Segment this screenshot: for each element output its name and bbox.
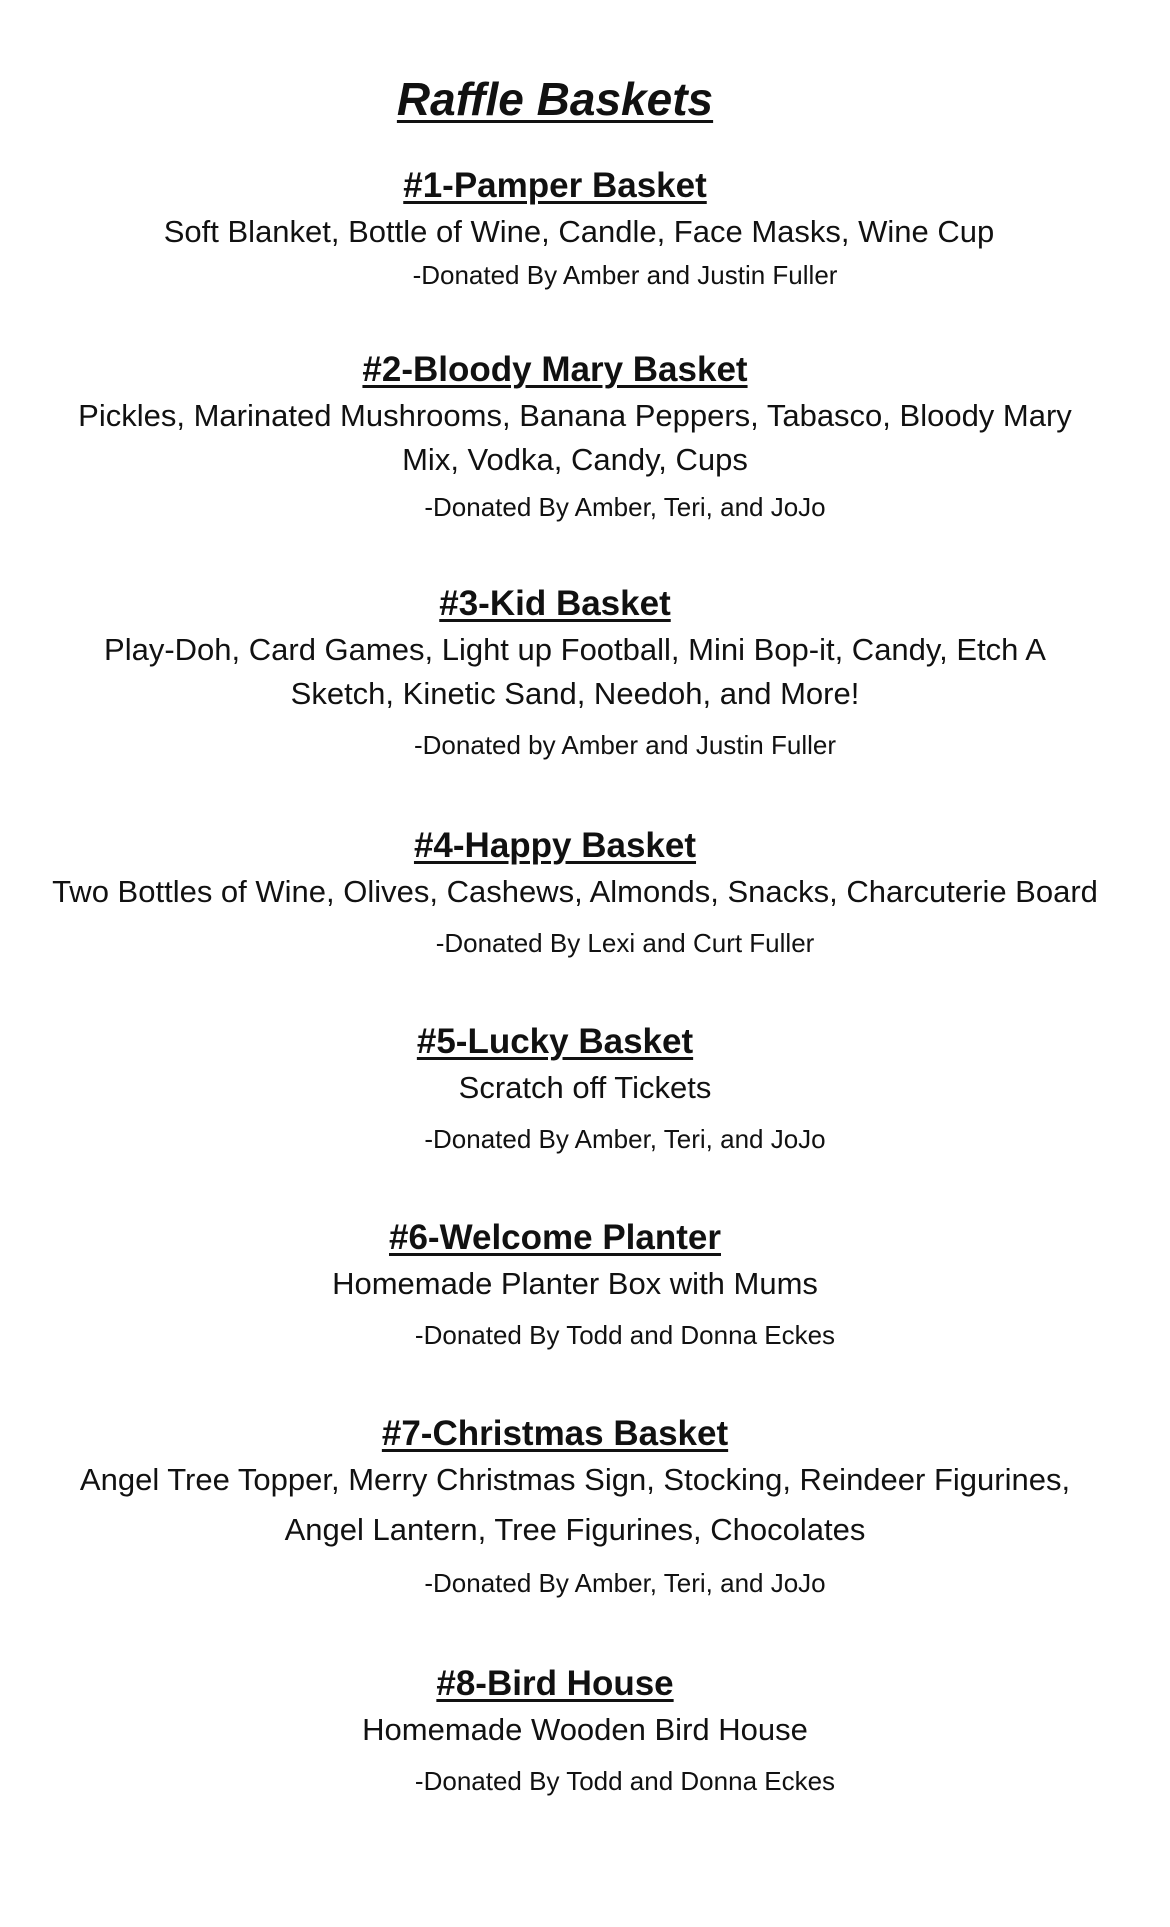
basket-7-items-line-2: Angel Lantern, Tree Figurines, Chocolates xyxy=(284,1512,866,1547)
basket-6-heading: #6-Welcome Planter xyxy=(389,1218,721,1257)
basket-3-heading: #3-Kid Basket xyxy=(439,584,671,623)
basket-7-heading: #7-Christmas Basket xyxy=(381,1414,729,1453)
basket-4-items: Two Bottles of Wine, Olives, Cashews, Almonds, Snacks, Charcuterie Board xyxy=(52,874,1098,909)
basket-2-heading: #2-Bloody Mary Basket xyxy=(362,350,748,389)
page-title: Raffle Baskets xyxy=(396,73,714,125)
basket-8-donor: -Donated By Todd and Donna Eckes xyxy=(414,1766,836,1796)
basket-7-donor: -Donated By Amber, Teri, and JoJo xyxy=(424,1568,826,1598)
basket-4-heading: #4-Happy Basket xyxy=(413,826,697,865)
basket-6-items: Homemade Planter Box with Mums xyxy=(332,1266,818,1301)
basket-2-items-line-2: Mix, Vodka, Candy, Cups xyxy=(402,442,748,477)
basket-5-items: Scratch off Tickets xyxy=(458,1070,712,1105)
basket-3-donor: -Donated by Amber and Justin Fuller xyxy=(414,730,836,760)
basket-2-items-line-1: Pickles, Marinated Mushrooms, Banana Peppers, Tabasco, Bloody Mary xyxy=(78,398,1072,433)
basket-3-items-line-1: Play-Doh, Card Games, Light up Football, Mini Bop-it, Candy, Etch A xyxy=(104,632,1046,667)
basket-1-heading: #1-Pamper Basket xyxy=(403,166,707,205)
basket-6-donor: -Donated By Todd and Donna Eckes xyxy=(414,1320,836,1350)
basket-8-heading: #8-Bird House xyxy=(436,1664,674,1703)
basket-5-heading: #5-Lucky Basket xyxy=(416,1022,694,1061)
basket-3-items-line-2: Sketch, Kinetic Sand, Needoh, and More! xyxy=(290,676,860,711)
basket-2-donor: -Donated By Amber, Teri, and JoJo xyxy=(424,492,826,522)
basket-1-items: Soft Blanket, Bottle of Wine, Candle, Face Masks, Wine Cup xyxy=(163,214,995,249)
basket-7-items-line-1: Angel Tree Topper, Merry Christmas Sign, Stocking, Reindeer Figurines, xyxy=(79,1462,1071,1497)
basket-8-items: Homemade Wooden Bird House xyxy=(362,1712,808,1747)
basket-1-donor: -Donated By Amber and Justin Fuller xyxy=(412,260,838,290)
basket-4-donor: -Donated By Lexi and Curt Fuller xyxy=(435,928,815,958)
basket-5-donor: -Donated By Amber, Teri, and JoJo xyxy=(424,1124,826,1154)
